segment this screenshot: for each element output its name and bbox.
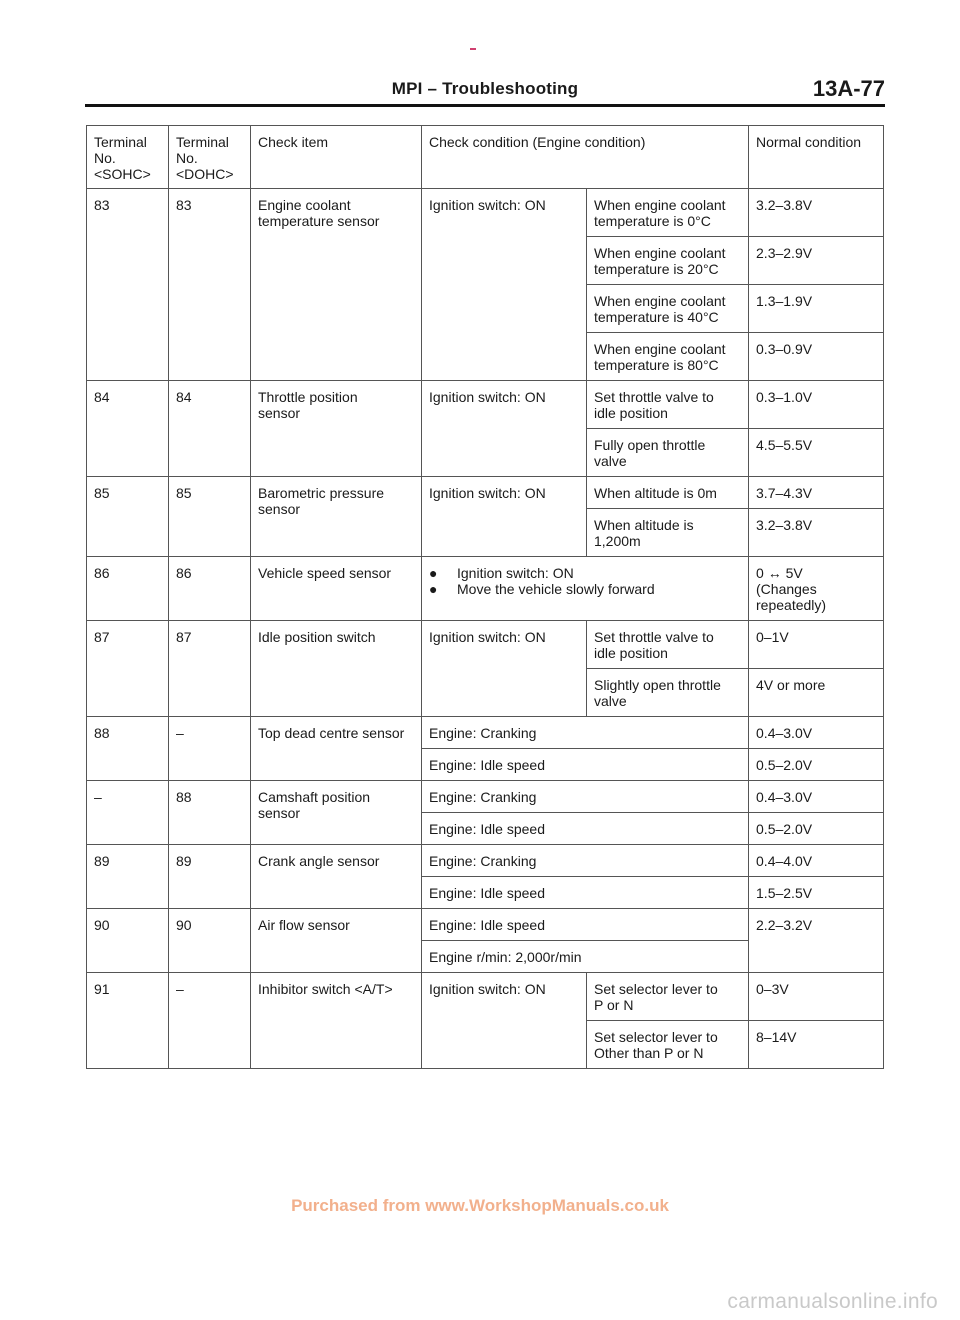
table-row [87, 973, 884, 1021]
table-row [87, 845, 884, 877]
normal-condition: 0 ↔ 5V (Changes repeatedly) [749, 557, 884, 621]
sub-condition: Set selector lever to Other than P or N [587, 1021, 749, 1069]
check-item: Camshaft position sensor [251, 781, 422, 845]
page-number: 13A-77 [812, 76, 885, 101]
check-condition: Ignition switch: ON [422, 973, 587, 1069]
table-row [87, 621, 884, 669]
page-title: MPI – Troubleshooting [391, 79, 579, 98]
terminal-sohc: 88 [87, 717, 169, 781]
sub-condition: When engine coolant temperature is 0°C [587, 189, 749, 237]
sub-condition: When altitude is 1,200m [587, 509, 749, 557]
terminal-dohc: – [169, 717, 251, 781]
terminal-sohc: 83 [87, 189, 169, 381]
table-row [87, 717, 884, 749]
header-mark [470, 48, 476, 50]
terminal-sohc: 86 [87, 557, 169, 621]
terminal-dohc: – [169, 973, 251, 1069]
normal-condition: 4V or more [749, 669, 884, 717]
check-condition: Ignition switch: ON [422, 381, 587, 477]
check-item: Vehicle speed sensor [251, 557, 422, 621]
check-condition: Engine: Idle speed [422, 813, 749, 845]
check-item: Air flow sensor [251, 909, 422, 973]
column-header: Check item [251, 126, 422, 189]
normal-condition: 2.2–3.2V [749, 909, 884, 973]
terminal-dohc: 86 [169, 557, 251, 621]
terminal-sohc: 85 [87, 477, 169, 557]
table-row [87, 477, 884, 509]
terminal-dohc: 88 [169, 781, 251, 845]
bullet-item [429, 581, 742, 597]
table-header-row [87, 126, 884, 189]
sub-condition: Slightly open throttle valve [587, 669, 749, 717]
check-condition: Ignition switch: ON [422, 477, 587, 557]
check-item: Inhibitor switch <A/T> [251, 973, 422, 1069]
column-header: Check condition (Engine condition) [422, 126, 749, 189]
sub-condition: When engine coolant temperature is 80°C [587, 333, 749, 381]
footer-watermark: carmanualsonline.info [727, 1290, 938, 1313]
terminal-sohc: 89 [87, 845, 169, 909]
normal-condition: 3.2–3.8V [749, 509, 884, 557]
table-row [87, 909, 884, 941]
normal-condition: 3.2–3.8V [749, 189, 884, 237]
terminal-dohc: 90 [169, 909, 251, 973]
normal-condition: 1.5–2.5V [749, 877, 884, 909]
sub-condition: When altitude is 0m [587, 477, 749, 509]
sub-condition: Set throttle valve to idle position [587, 621, 749, 669]
terminal-sohc: 91 [87, 973, 169, 1069]
normal-condition: 0.4–4.0V [749, 845, 884, 877]
normal-condition: 0.3–1.0V [749, 381, 884, 429]
normal-condition: 1.3–1.9V [749, 285, 884, 333]
terminal-dohc: 87 [169, 621, 251, 717]
table-row [87, 381, 884, 429]
terminal-dohc: 83 [169, 189, 251, 381]
check-condition: Engine: Cranking [422, 781, 749, 813]
check-condition: Ignition switch: ON [422, 189, 587, 381]
check-condition: Ignition switch: ON [422, 621, 587, 717]
column-header: Normal condition [749, 126, 884, 189]
check-condition: Engine: Idle speed [422, 909, 749, 941]
sub-condition: When engine coolant temperature is 40°C [587, 285, 749, 333]
normal-condition: 0–3V [749, 973, 884, 1021]
check-condition: Engine r/min: 2,000r/min [422, 941, 749, 973]
sub-condition: Set throttle valve to idle position [587, 381, 749, 429]
terminal-sohc: 84 [87, 381, 169, 477]
column-header: Terminal No. <SOHC> [87, 126, 169, 189]
watermark-link[interactable]: Purchased from www.WorkshopManuals.co.uk [291, 1196, 669, 1215]
normal-condition: 0.4–3.0V [749, 717, 884, 749]
table-row [87, 189, 884, 237]
check-item: Throttle position sensor [251, 381, 422, 477]
check-item: Idle position switch [251, 621, 422, 717]
bullet-dot: ● [429, 581, 438, 597]
sub-condition: Set selector lever to P or N [587, 973, 749, 1021]
normal-condition: 3.7–4.3V [749, 477, 884, 509]
bullet-item [429, 565, 742, 581]
terminal-sohc: 90 [87, 909, 169, 973]
check-condition: Engine: Cranking [422, 845, 749, 877]
table-row [87, 781, 884, 813]
normal-condition: 0.5–2.0V [749, 749, 884, 781]
check-item: Barometric pressure sensor [251, 477, 422, 557]
bullet-text: Ignition switch: ON [457, 565, 574, 581]
normal-condition: 0.3–0.9V [749, 333, 884, 381]
bullet-dot: ● [429, 565, 438, 581]
check-item: Crank angle sensor [251, 845, 422, 909]
check-item: Engine coolant temperature sensor [251, 189, 422, 381]
sub-condition: When engine coolant temperature is 20°C [587, 237, 749, 285]
terminal-dohc: 85 [169, 477, 251, 557]
normal-condition: 2.3–2.9V [749, 237, 884, 285]
normal-condition: 0–1V [749, 621, 884, 669]
check-condition: Engine: Idle speed [422, 877, 749, 909]
terminal-sohc: 87 [87, 621, 169, 717]
table-row [87, 557, 884, 621]
check-condition: Engine: Cranking [422, 717, 749, 749]
normal-condition: 0.4–3.0V [749, 781, 884, 813]
column-header: Terminal No. <DOHC> [169, 126, 251, 189]
page-header [85, 74, 885, 107]
troubleshooting-table [86, 125, 884, 1069]
normal-condition: 4.5–5.5V [749, 429, 884, 477]
terminal-dohc: 84 [169, 381, 251, 477]
terminal-sohc: – [87, 781, 169, 845]
normal-condition: 0.5–2.0V [749, 813, 884, 845]
bullet-text: Move the vehicle slowly forward [457, 581, 655, 597]
terminal-dohc: 89 [169, 845, 251, 909]
check-condition: Engine: Idle speed [422, 749, 749, 781]
check-condition [422, 557, 749, 621]
normal-condition: 8–14V [749, 1021, 884, 1069]
check-item: Top dead centre sensor [251, 717, 422, 781]
sub-condition: Fully open throttle valve [587, 429, 749, 477]
